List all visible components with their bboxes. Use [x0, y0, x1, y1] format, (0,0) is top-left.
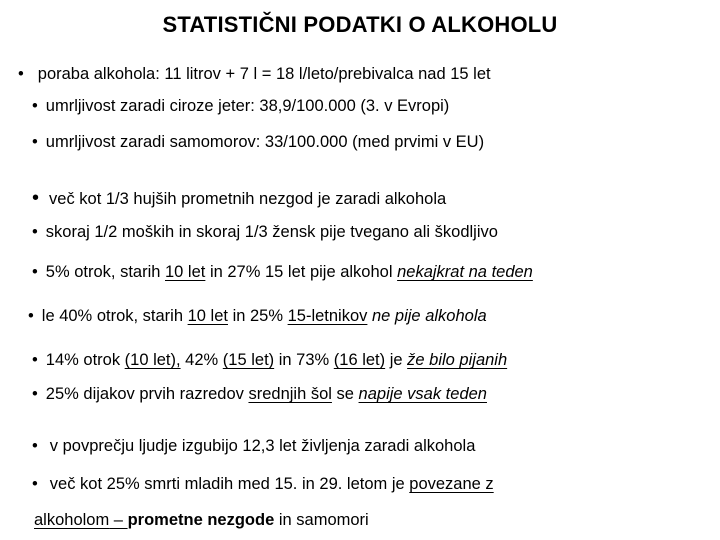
bullet-item-traffic [32, 188, 446, 209]
bullet-item-drunk [32, 350, 507, 370]
item-text-underlined: srednjih šol [248, 385, 332, 403]
item-text-emphasis: napije vsak teden [358, 385, 487, 403]
item-text-part: se [331, 385, 359, 403]
item-text-emphasis: že bilo pijanih [407, 351, 508, 369]
item-text-part: več kot 25% smrti mladih med 15. in 29. letom je [49, 475, 410, 493]
item-text-part: in samomori [274, 511, 369, 529]
bullet-icon: • [32, 437, 38, 455]
item-text: umrljivost zaradi samomorov: 33/100.000 (med prvimi v EU) [45, 133, 485, 151]
bullet-icon: • [18, 65, 24, 83]
item-text-emphasis: nekajkrat na teden [397, 263, 533, 281]
item-text-underlined: (16 let) [333, 351, 386, 369]
item-text: poraba alkohola: 11 litrov + 7 l = 18 l/leto/prebivalca nad 15 let [37, 65, 491, 83]
bullet-item-suicide [32, 132, 484, 152]
item-text-part: in 25% [227, 307, 288, 325]
page-title: STATISTIČNI PODATKI O ALKOHOLU [162, 12, 558, 37]
item-text-part: je [385, 351, 408, 369]
item-text-dash: – [109, 511, 128, 529]
bullet-item-life-years [32, 436, 475, 456]
item-text-underlined: 10 let [187, 307, 228, 325]
item-text-part: le 40% otrok, starih [41, 307, 188, 325]
bullet-icon: • [32, 223, 38, 241]
bullet-icon: • [32, 133, 38, 151]
bullet-icon: • [32, 187, 40, 209]
bullet-icon: • [28, 307, 34, 325]
bullet-icon: • [32, 385, 38, 403]
item-text-part: 25% dijakov prvih razredov [45, 385, 249, 403]
item-text-part: 5% otrok, starih [45, 263, 165, 281]
bullet-item-non-drinkers [28, 306, 487, 326]
bullet-icon: • [32, 475, 38, 493]
bullet-item-youth-deaths [32, 474, 494, 494]
item-text-emphasis: ne pije alkohola [367, 307, 487, 325]
bullet-icon: • [32, 263, 38, 281]
item-text-part: 14% otrok [45, 351, 125, 369]
bullet-item-risky-drinking [32, 222, 498, 242]
item-text-part: 42% [180, 351, 223, 369]
item-text: skoraj 1/2 moških in skoraj 1/3 žensk pije tvegano ali škodljivo [45, 223, 498, 241]
item-text: več kot 1/3 hujših prometnih nezgod je zaradi alkohola [49, 190, 447, 208]
item-text-underlined: 15-letnikov [287, 307, 368, 325]
item-text-underlined: alkoholom [34, 511, 110, 529]
bullet-item-students [32, 384, 487, 404]
item-text-part: in 73% [274, 351, 334, 369]
item-text-underlined: (15 let) [222, 351, 275, 369]
bullet-item-cirrhosis [32, 96, 449, 116]
item-text-underlined: 10 let [165, 263, 206, 281]
item-text-underlined: (10 let), [124, 351, 181, 369]
item-text-underlined: povezane z [409, 475, 494, 493]
bullet-icon: • [32, 351, 38, 369]
item-text: v povprečju ljudje izgubijo 12,3 let življenja zaradi alkohola [49, 437, 476, 455]
item-text-part: in 27% 15 let pije alkohol [205, 263, 398, 281]
continuation-line [34, 510, 369, 530]
item-text: umrljivost zaradi ciroze jeter: 38,9/100.000 (3. v Evropi) [45, 97, 450, 115]
bullet-item-consumption [18, 64, 491, 84]
bullet-item-children-weekly [32, 262, 533, 282]
item-text-bold: prometne nezgode [127, 511, 275, 529]
bullet-icon: • [32, 97, 38, 115]
